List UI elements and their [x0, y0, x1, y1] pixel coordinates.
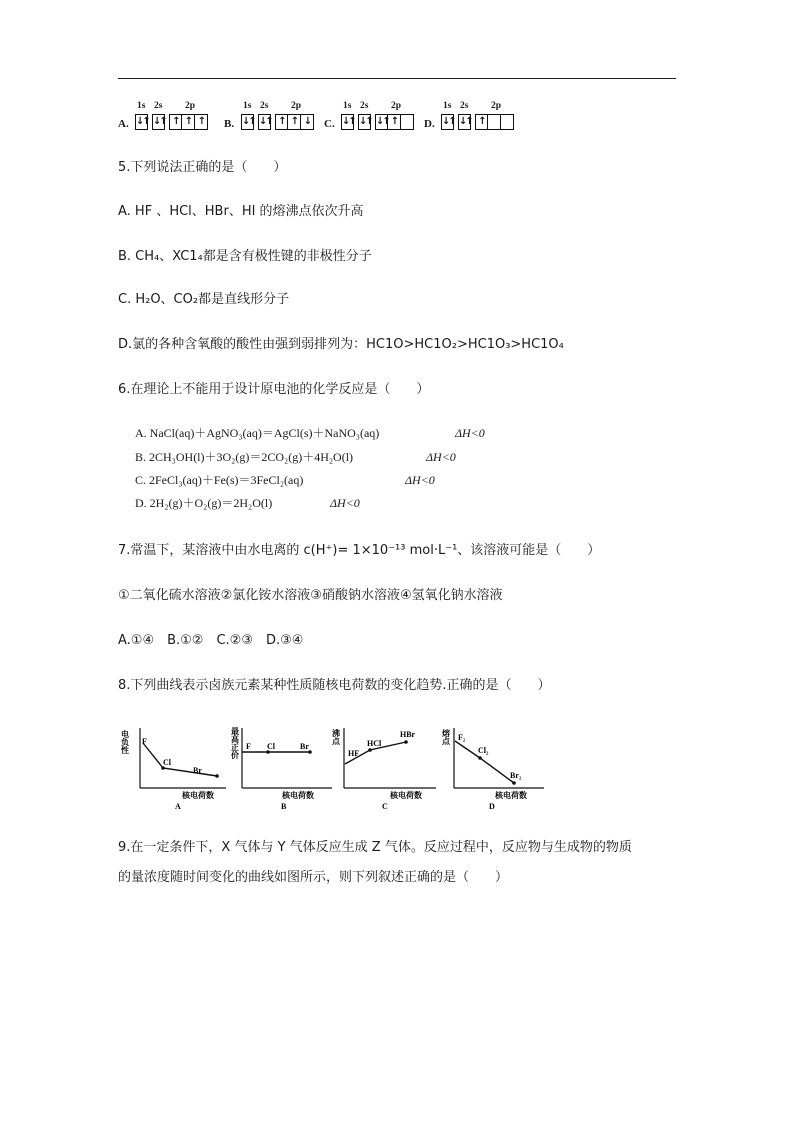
- orbital-box-2s: ↓↑: [258, 114, 271, 130]
- q5-option-c: C. H₂O、CO₂都是直线形分子: [118, 292, 290, 307]
- data-point: [215, 774, 219, 778]
- q6-option-a: [135, 426, 485, 440]
- label-2s: 2s: [360, 101, 369, 111]
- point-label: Br: [300, 742, 309, 751]
- label-1s: 1s: [343, 101, 352, 111]
- label-1s: 1s: [243, 101, 252, 111]
- equation-text: B. 2CH₃OH(l)＋3O₂(g)＝2CO₂(g)＋4H₂O(l): [135, 450, 354, 464]
- orbital-box-2s: ↓↑: [458, 114, 471, 130]
- q9-line-1: 9.在一定条件下，X 气体与 Y 气体反应生成 Z 气体。反应过程中，反应物与生成物的物质: [118, 840, 632, 855]
- label-2s: 2s: [460, 101, 469, 111]
- option-letter: D.: [424, 118, 435, 130]
- option-letter: B.: [224, 118, 235, 130]
- point-label: Cl₂: [478, 746, 489, 755]
- orbital-box-2p: [488, 114, 501, 130]
- q6-stem: 6.在理论上不能用于设计原电池的化学反应是（ ）: [118, 382, 430, 397]
- q7-choices: A.①④ B.①② C.②③ D.③④: [118, 633, 304, 648]
- orbital-box-1s: ↓↑: [341, 114, 354, 130]
- graph-letter: C: [382, 802, 388, 811]
- y-label-char: 负: [121, 738, 129, 747]
- trend-line: [143, 743, 217, 776]
- q6-option-b: [135, 450, 456, 464]
- q8-stem: 8.下列曲线表示卤族元素某种性质随核电荷数的变化趋势.正确的是（ ）: [118, 678, 551, 693]
- orbital-box-2p: ↑: [288, 114, 301, 130]
- data-point: [404, 740, 408, 744]
- orbital-box-2p: ↓↑: [375, 114, 388, 130]
- x-axis-label: 核电荷数: [390, 791, 422, 800]
- equation-text: D. 2H₂(g)＋O₂(g)＝2H₂O(l): [135, 496, 273, 510]
- orbital-box-2p: ↑: [169, 114, 182, 130]
- y-label-char: 沸: [332, 729, 340, 738]
- x-axis-label: 核电荷数: [495, 791, 527, 800]
- q5-option-a: A. HF 、HCl、HBr、HI 的熔沸点依次升高: [118, 204, 364, 219]
- label-2p: 2p: [185, 101, 196, 111]
- equation-text: C. 2FeCl₃(aq)＋Fe(s)＝3FeCl₂(aq): [135, 473, 304, 487]
- enthalpy-change: ΔH<0: [455, 426, 485, 440]
- label-2p: 2p: [291, 101, 302, 111]
- q7-items: ①二氧化硫水溶液②氯化铵水溶液③硝酸钠水溶液④氢氧化钠水溶液: [118, 588, 503, 603]
- orbital-box-1s: ↓↑: [441, 114, 454, 130]
- data-point: [478, 756, 482, 760]
- trend-graph-d: [440, 722, 552, 814]
- q6-option-c: [135, 473, 435, 487]
- y-label-char: 高: [231, 735, 239, 744]
- point-label: Cl: [163, 758, 171, 767]
- trend-graph-c: [330, 722, 442, 814]
- y-label-char: 正: [231, 743, 239, 752]
- label-2p: 2p: [491, 101, 502, 111]
- graph-letter: D: [489, 802, 495, 811]
- y-label-char: 点: [332, 737, 340, 746]
- point-label: HBr: [400, 730, 416, 739]
- trend-graph-a: [120, 722, 230, 814]
- y-label-char: 最: [231, 727, 239, 736]
- data-point: [512, 781, 516, 785]
- enthalpy-change: ΔH<0: [426, 450, 456, 464]
- point-label: HCl: [367, 739, 382, 748]
- enthalpy-change: ΔH<0: [405, 473, 435, 487]
- q5-option-b: B. CH₄、XC1₄都是含有极性键的非极性分子: [118, 249, 372, 264]
- q5-stem: 5.下列说法正确的是（ ）: [118, 160, 287, 175]
- orbital-box-2p: ↑: [195, 114, 208, 130]
- label-1s: 1s: [443, 101, 452, 111]
- x-axis-label: 核电荷数: [182, 791, 214, 800]
- header-rule: [118, 78, 676, 79]
- data-point: [368, 748, 372, 752]
- q6-option-d: [135, 496, 360, 510]
- graph-letter: B: [281, 802, 287, 811]
- point-label: F: [246, 742, 251, 751]
- q7-stem: 7.常温下，某溶液中由水电离的 c(H⁺)= 1×10⁻¹³ mol·L⁻¹、该溶液可能是（ ）: [118, 543, 601, 558]
- equation-text: A. NaCl(aq)＋AgNO₃(aq)＝AgCl(s)＋NaNO₃(aq): [135, 426, 380, 440]
- label-2s: 2s: [260, 101, 269, 111]
- point-label: Cl: [267, 742, 275, 751]
- option-letter: C.: [324, 118, 335, 130]
- orbital-box-2p: ↑: [388, 114, 401, 130]
- x-axis-label: 核电荷数: [282, 791, 314, 800]
- label-2s: 2s: [154, 101, 163, 111]
- y-label-char: 点: [442, 737, 450, 746]
- orbital-box-2p: ↑: [475, 114, 488, 130]
- option-letter: A.: [118, 118, 129, 130]
- y-label-char: 价: [231, 751, 239, 760]
- y-label-char: 熔: [442, 729, 450, 738]
- orbital-diagram-options: [118, 100, 538, 134]
- q9-line-2: 的量浓度随时间变化的曲线如图所示，则下列叙述正确的是（ ）: [118, 870, 509, 885]
- y-label-char: 电: [121, 730, 129, 739]
- point-label: HF: [348, 749, 360, 758]
- orbital-box-2s: ↓↑: [358, 114, 371, 130]
- point-label: F: [142, 737, 147, 746]
- orbital-box-1s: ↓↑: [135, 114, 148, 130]
- orbital-box-2p: [501, 114, 514, 130]
- orbital-box-2p: ↑: [182, 114, 195, 130]
- q5-option-d: D.氯的各种含氧酸的酸性由强到弱排列为：HC1O>HC1O₂>HC1O₃>HC1O₄: [118, 337, 564, 352]
- trend-graph-b: [228, 722, 338, 814]
- point-label: F₂: [458, 733, 466, 742]
- orbital-box-2s: ↓↑: [152, 114, 165, 130]
- point-label: Br₂: [510, 771, 522, 780]
- enthalpy-change: ΔH<0: [330, 496, 360, 510]
- label-1s: 1s: [137, 101, 146, 111]
- orbital-box-2p: ↑: [275, 114, 288, 130]
- label-2p: 2p: [391, 101, 402, 111]
- orbital-box-2p: ↓: [301, 114, 314, 130]
- y-label-char: 性: [121, 746, 129, 755]
- point-label: Br: [193, 766, 202, 775]
- orbital-box-2p: [401, 114, 414, 130]
- orbital-box-1s: ↓↑: [241, 114, 254, 130]
- graph-letter: A: [175, 802, 181, 811]
